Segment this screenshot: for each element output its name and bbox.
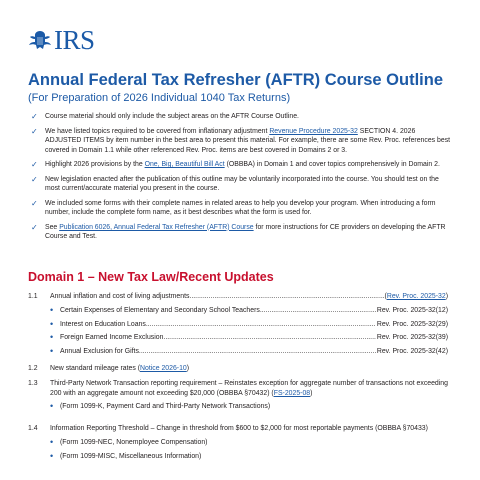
- checklist-item: [31, 223, 451, 242]
- checklist-item: [31, 112, 451, 122]
- checklist-text: We included some forms with their complete names in related areas to help you develop your program. When introducing a form number, include the complete form name, as it best describes what the form is used for.: [45, 199, 436, 216]
- list-item: [50, 320, 448, 330]
- list-item: [50, 402, 448, 412]
- checklist-text: SECTION 4. 2026 ADJUSTED ITEMS by item number in the best area to present this material. For example, there are some Rev. Proc. references best covered in Domain 1.1 while other referenced Rev. Proc. items are best covered in Domains 2 or 3.: [45, 127, 451, 154]
- item-text: Foreign Earned Income Exclusion: [60, 334, 164, 342]
- irs-eagle-icon: [28, 28, 52, 52]
- list-item: [50, 333, 448, 343]
- notice-2026-10-link[interactable]: Notice 2026-10: [140, 365, 187, 372]
- check-icon: ✓: [31, 112, 38, 121]
- item-text: Interest on Education Loans: [60, 320, 146, 328]
- leader-dots: [260, 306, 376, 316]
- section-1-2: 1.2 New standard mileage rates (Notice 2026-10): [28, 365, 190, 372]
- bullet-icon: •: [50, 318, 54, 329]
- sub-list: [50, 438, 448, 461]
- checklist-item: [31, 199, 451, 218]
- item-text: Certain Expenses of Elementary and Secondary School Teachers: [60, 306, 260, 314]
- section-1-4: [28, 424, 448, 461]
- checklist-text: Highlight 2026 provisions by the: [45, 161, 145, 168]
- checklist-text: (OBBBA) in Domain 1 and cover topics comprehensively in Domain 2.: [224, 161, 440, 168]
- publication-6026-link[interactable]: Publication 6026, Annual Federal Tax Refresher (AFTR) Course: [59, 223, 254, 231]
- item-text: Annual Exclusion for Gifts: [60, 348, 139, 356]
- list-item: [50, 306, 448, 316]
- section-text: Annual inflation and cost of living adjustments: [50, 293, 190, 300]
- check-icon: ✓: [31, 198, 38, 208]
- checklist-text: New legislation enacted after the publication of this outline may be voluntarily incorporated into the course. You should test on the most current/accurate material you present in the course.: [45, 175, 439, 192]
- rev-proc-2025-32-link[interactable]: Revenue Procedure 2025-32: [269, 127, 358, 135]
- page-subtitle: (For Preparation of 2026 Individual 1040 Tax Returns): [28, 92, 291, 104]
- section-text: Third-Party Network Transaction reporting requirement – Reinstates exception for aggregate number of transactions not exceeding 200 with an aggregate amount not exceeding $20,000 (OBBBA §70432) (: [50, 380, 448, 397]
- fs-2025-08-link[interactable]: FS-2025-08: [273, 389, 311, 397]
- section-text: New standard mileage rates (: [50, 365, 141, 372]
- bullet-icon: •: [50, 401, 54, 412]
- check-icon: ✓: [31, 222, 38, 232]
- list-item: [50, 438, 448, 448]
- bullet-icon: •: [50, 346, 54, 357]
- page-title: Annual Federal Tax Refresher (AFTR) Course Outline: [28, 71, 444, 89]
- bullet-icon: •: [50, 436, 54, 447]
- sub-list: [50, 402, 448, 412]
- check-icon: ✓: [31, 160, 38, 169]
- item-ref: Rev. Proc. 2025-32(29): [376, 320, 448, 328]
- list-item: [50, 452, 448, 462]
- section-text: Information Reporting Threshold – Change in threshold from $600 to $2,000 for most reportable payments (OBBBA §70433): [50, 425, 428, 432]
- irs-logo-text: IRS: [54, 25, 95, 55]
- checklist-text: See: [45, 223, 60, 231]
- item-ref: Rev. Proc. 2025-32(12): [376, 306, 448, 314]
- checklist-text: for more instructions for CE providers on developing the AFTR Course and Test.: [45, 223, 446, 240]
- section-number: 1.3: [28, 380, 38, 387]
- list-item: [50, 347, 448, 357]
- bullet-icon: •: [50, 304, 54, 315]
- guidelines-checklist: [31, 112, 451, 247]
- checklist-text: We have listed topics required to be covered from inflationary adjustment: [45, 127, 270, 135]
- checklist-item: [31, 127, 451, 156]
- item-text: (Form 1099-K, Payment Card and Third-Party Network Transactions): [60, 403, 271, 411]
- section-number: 1.4: [28, 425, 38, 432]
- rev-proc-link[interactable]: Rev. Proc. 2025-32: [386, 293, 446, 300]
- item-ref: Rev. Proc. 2025-32(39): [376, 334, 448, 342]
- section-number: 1.2: [28, 365, 38, 372]
- section-number: 1.1: [28, 293, 38, 300]
- item-text: (Form 1099-MISC, Miscellaneous Information): [60, 452, 202, 460]
- leader-dots: [146, 320, 376, 330]
- bullet-icon: •: [50, 450, 54, 461]
- item-ref: Rev. Proc. 2025-32(42): [376, 348, 448, 356]
- bullet-icon: •: [50, 332, 54, 343]
- section-1-1: 1.1 Annual inflation and cost of living adjustments ..... ( Rev. Proc. 2025-32 ) • Certain Expenses of Elementary and Secondary School Teachers ..... Rev. Proc. 2025-32(12) • Interest on Education Loans ..... Rev. Proc. 2025-32(29) • Foreign Earned Income Exclusion ..... Rev. Proc. 2025-32(39) • Annual Exclusion for Gifts ..... Rev. Proc. 2025-32(42): [28, 292, 448, 357]
- sub-list: [50, 306, 448, 357]
- leader-dots: [189, 292, 384, 302]
- item-text: (Form 1099-NEC, Nonemployee Compensation): [60, 438, 208, 446]
- check-icon: ✓: [31, 126, 38, 136]
- checklist-text: Course material should only include the subject areas on the AFTR Course Outline.: [45, 113, 299, 120]
- obbba-link[interactable]: One, Big, Beautiful Bill Act: [144, 161, 225, 168]
- leader-dots: [139, 347, 376, 357]
- checklist-item: [31, 160, 451, 170]
- domain-heading: Domain 1 – New Tax Law/Recent Updates: [28, 270, 274, 284]
- irs-logo: [28, 27, 95, 53]
- leader-dots: [163, 333, 375, 343]
- check-icon: ✓: [31, 174, 38, 184]
- section-1-3: 1.3 Third-Party Network Transaction reporting requirement – Reinstates exception for aggregate number of transactions not exceeding 200 with an aggregate amount not exceeding $20,000 (OBBBA §70432) (FS-2025-08) • (Form 1099-K, Payment Card and Third-Party Network Transactions): [28, 380, 448, 412]
- checklist-item: [31, 175, 451, 194]
